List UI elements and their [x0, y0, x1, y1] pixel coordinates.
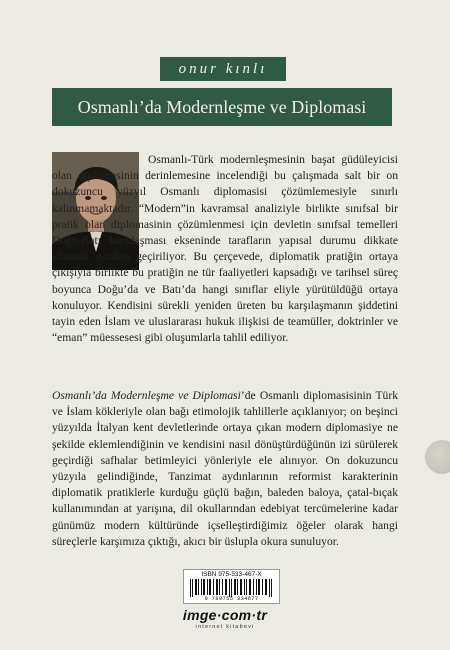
book-title: Osmanlı’da Modernleşme ve Diplomasi: [52, 88, 392, 126]
isbn-label: ISBN 975-533-467-X: [201, 571, 262, 578]
publisher-logo: imge·com·tr: [182, 607, 268, 623]
description-paragraph-2: [52, 388, 398, 550]
publisher-tagline: internet kitabevi: [195, 624, 255, 630]
title-reference: Osmanlı’da Modernleşme ve Diplomasi: [52, 389, 241, 402]
description-paragraph-1: Osmanlı-Türk modernleşmesinin başat güdüleyicisi olan diplomasinin derinlemesine incelendiği bu çalışmada salt bir on dokuzuncu yüzyıl Osmanlı diplomasisi çözümlemesiyle sınırlı kalınmamaktadır. “Modern”in kavramsal analiziyle birlikte sınıfsal bir pratik olan diplomasinin çözümlenmesi için devletin sınıfsal temelleri Doğu-Batı karşılaşması ekseninde tarafların yapısal durumu dikkate alınarak gözden geçiriliyor. Bu çerçevede, diplomatik pratiğin ortaya çıkışıyla birlikte bu pratiğin ne tür faaliyetleri kapsadığı ve tarihsel süreç boyunca Doğu’da ve Batı’da hangi sınıflar eliyle yürütüldüğü ortaya konuluyor. Kendisini sürekli yeniden üreten bu karşılaşmanın şiddetini tayin eden İslam ve uluslararası hukuk ilişkisi de teamüller, doktrinler ve “eman” müessesesi gibi oluşumlarla tahlil ediliyor.: [52, 153, 398, 345]
barcode-box: [183, 569, 280, 604]
author-name: onur kınlı: [160, 57, 286, 81]
barcode-number: 9 789755 334677: [204, 595, 259, 602]
paragraph-2-body: ’de Osmanlı diplomasisinin Türk ve İslam kökleriyle olan bağı etimolojik tahlillerle açıklanıyor; on beşinci yüzyılda İtalyan kent devletlerinde ortaya çıkan modern diplomasiye ne şekilde eklemlendiğinin ve kendisini nasıl dönüştürdüğünün izi sürülerek geçirdiği safhalar betimleyici yönleriyle ele alınıyor. On dokuzuncu yüzyıla gelindiğinde, Tanzimat aydınlarının reformist karakterinin diplomatik pratiklerle kurduğu güçlü bağın, baleden baloya, çatal-bıçak kullanımından at yarışına, dil okullarından edebiyat tercümelerine kadar günümüz modern kültüründe içselleştirdiğimiz öğeler olarak hangi süreçlerle karşımıza çıktığı, akıcı bir üslupla okura sunuluyor.: [52, 389, 398, 548]
globe-watermark: [425, 440, 450, 474]
